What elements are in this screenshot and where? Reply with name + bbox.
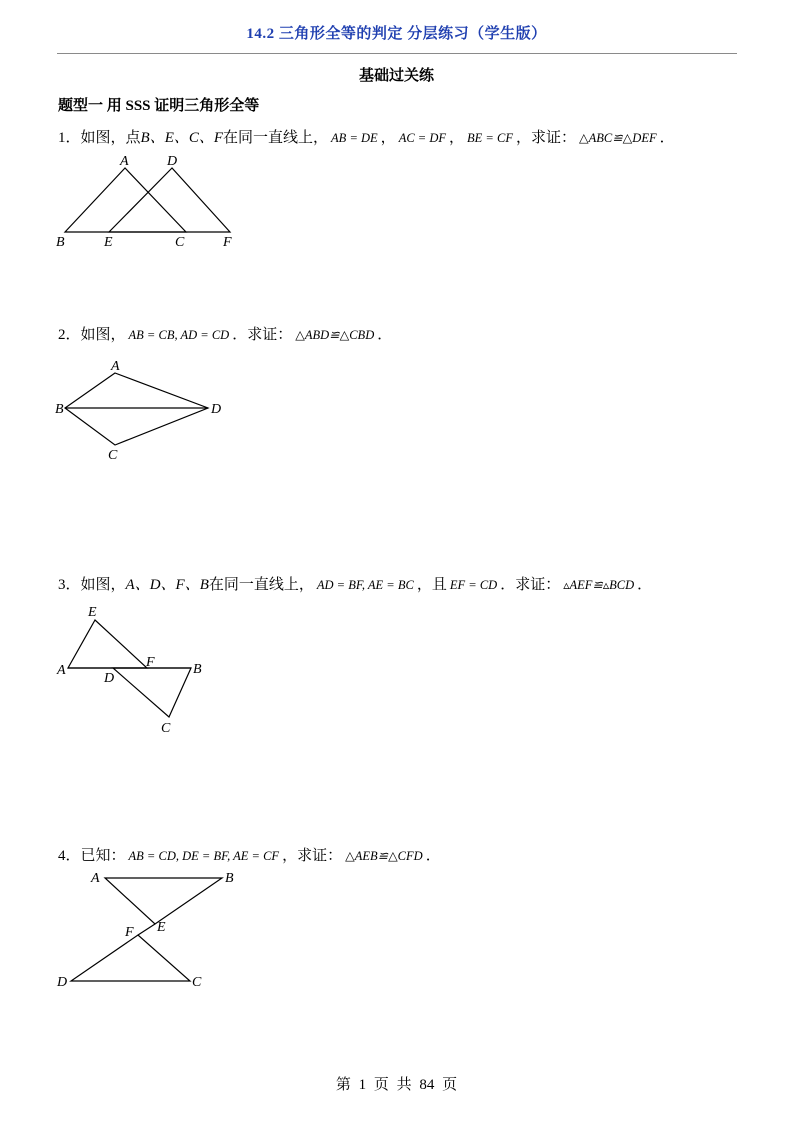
- question-type-heading: 题型一 用 SSS 证明三角形全等: [58, 98, 260, 114]
- vertex-label: C: [108, 448, 118, 463]
- problem-4-statement: [58, 844, 441, 865]
- condition: AB = DE: [331, 131, 378, 145]
- vertex-label: B: [225, 871, 234, 886]
- vertex-label: D: [104, 671, 115, 686]
- problem-2-statement: [58, 323, 392, 344]
- figure-2-kite: [50, 355, 235, 465]
- vertex-label: B: [55, 402, 64, 417]
- problem-text: 如图，: [80, 327, 126, 343]
- triangle-cfd: [71, 935, 190, 981]
- problem-text: 如图，点: [80, 130, 141, 146]
- conclusion: ▵AEF≌▵BCD: [563, 578, 635, 592]
- triangle-abc: [65, 168, 186, 232]
- figure-3-triangles: [50, 600, 220, 740]
- vertex-label: D: [167, 154, 178, 169]
- condition: BE = CF: [467, 131, 513, 145]
- vertex-label: C: [192, 975, 202, 990]
- segment-ef: [138, 924, 155, 935]
- problem-1-statement: [58, 126, 675, 147]
- problem-text: 已知：: [80, 848, 126, 864]
- vertex-label: F: [146, 655, 155, 670]
- header-divider: [57, 53, 737, 54]
- vertex-label: F: [223, 235, 232, 250]
- condition: AC = DF: [398, 131, 447, 145]
- page-header-title: 14.2 三角形全等的判定 分层练习（学生版）: [246, 26, 547, 42]
- conclusion: △ABC≌△DEF: [578, 131, 657, 145]
- separator: ，: [380, 130, 396, 146]
- triangle-aef: [68, 620, 147, 668]
- collinear-points: B、E、C、F: [140, 130, 224, 146]
- period: ．: [637, 577, 653, 593]
- condition: AB = CD, DE = BF, AE = CF: [128, 849, 280, 863]
- vertex-label: C: [175, 235, 185, 250]
- vertex-label: F: [125, 925, 134, 940]
- vertex-label: E: [157, 920, 166, 935]
- period: ．: [377, 327, 393, 343]
- vertex-label: B: [56, 235, 65, 250]
- condition: AB = CB, AD = CD: [128, 328, 230, 342]
- separator: ，且: [416, 577, 447, 593]
- triangle-def: [109, 168, 230, 232]
- prove-text: ．求证：: [500, 577, 561, 593]
- problem-number: 1．: [58, 130, 81, 146]
- period: ．: [659, 130, 675, 146]
- problem-3-statement: [58, 573, 652, 594]
- vertex-label: D: [57, 975, 68, 990]
- vertex-label: D: [211, 402, 222, 417]
- prove-text: ，求证：: [515, 130, 576, 146]
- problem-text: 在同一直线上，: [208, 577, 314, 593]
- prove-text: ，求证：: [282, 848, 343, 864]
- vertex-label: A: [57, 663, 66, 678]
- vertex-label: A: [111, 359, 120, 374]
- conclusion: △ABD≌△CBD: [295, 328, 375, 342]
- vertex-label: E: [88, 605, 97, 620]
- problem-text: 如图，: [80, 577, 126, 593]
- page-footer: 第 1 页 共 84 页: [335, 1077, 458, 1093]
- condition: AD = BF, AE = BC: [316, 578, 414, 592]
- vertex-label: B: [193, 662, 202, 677]
- problem-number: 3．: [58, 577, 81, 593]
- problem-text: 在同一直线上，: [223, 130, 329, 146]
- kite-abcd: [65, 373, 208, 445]
- conclusion: △AEB≌△CFD: [345, 849, 423, 863]
- section-title: 基础过关练: [358, 68, 434, 84]
- collinear-points: A、D、F、B: [125, 577, 209, 593]
- triangle-bcd: [113, 668, 191, 717]
- vertex-label: E: [104, 235, 113, 250]
- vertex-label: C: [161, 721, 171, 736]
- figure-1-triangles: [50, 148, 250, 253]
- triangle-aeb: [105, 878, 222, 924]
- problem-number: 2．: [58, 327, 81, 343]
- prove-text: ．求证：: [232, 327, 293, 343]
- vertex-label: A: [91, 871, 100, 886]
- separator: ，: [449, 130, 465, 146]
- condition: EF = CD: [449, 578, 498, 592]
- vertex-label: A: [120, 154, 129, 169]
- figure-4-triangles: [50, 865, 245, 995]
- period: ．: [425, 848, 441, 864]
- problem-number: 4．: [58, 848, 81, 864]
